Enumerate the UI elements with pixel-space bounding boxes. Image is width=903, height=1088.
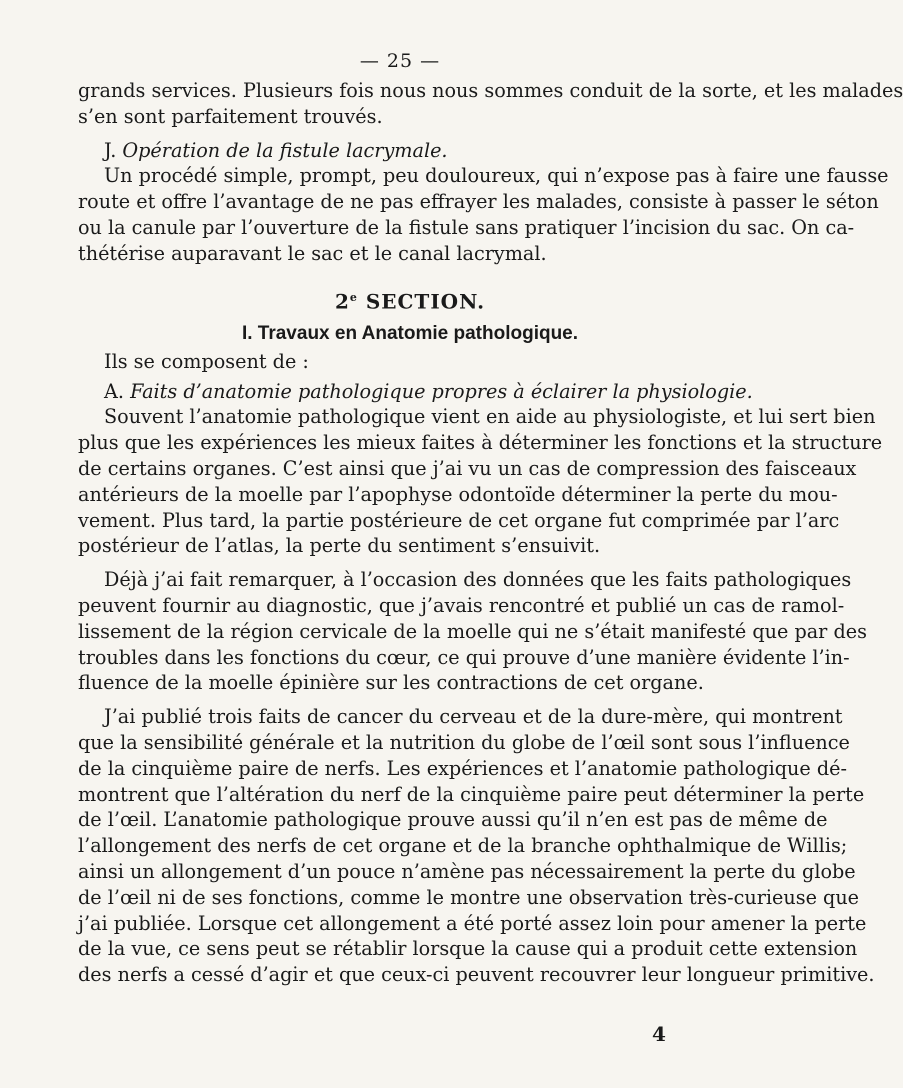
text-line: peuvent fournir au diagnostic, que j’avais rencontré et publié un cas de ramol- bbox=[78, 594, 845, 617]
text-line: de la vue, ce sens peut se rétablir lorsque la cause qui a produit cette extension bbox=[78, 937, 858, 961]
text-line: thétérise auparavant le sac et le canal lacrymal. bbox=[78, 241, 547, 265]
text-line: J’ai publié trois faits de cancer du cerveau et de la dure-mère, qui montrent bbox=[104, 705, 843, 729]
text-line: que la sensibilité générale et la nutrition du globe de l’œil sont sous l’influence bbox=[78, 730, 850, 754]
text-line: l’allongement des nerfs de cet organe et de la branche ophthalmique de Willis; bbox=[78, 834, 848, 858]
text-line: Ils se composent de : bbox=[104, 349, 309, 373]
text-line: antérieurs de la moelle par l’apophyse odontoïde déterminer la perte du mou- bbox=[78, 482, 838, 506]
text-line: troubles dans les fonctions du cœur, ce qui prouve d’une manière évidente l’in- bbox=[78, 645, 850, 669]
section-title: SECTION. bbox=[365, 289, 486, 314]
text-line: grands services. Plusieurs fois nous nous sommes conduit de la sorte, et les malades bbox=[78, 79, 903, 102]
section-j-title: Opération de la fistule lacrymale. bbox=[122, 138, 448, 162]
section-j-label: J. bbox=[104, 138, 117, 162]
text-line: fluence de la moelle épinière sur les contractions de cet organe. bbox=[78, 671, 704, 695]
text-line: postérieur de l’atlas, la perte du sentiment s’ensuivit. bbox=[78, 534, 601, 558]
text-line: j’ai publiée. Lorsque cet allongement a été porté assez loin pour amener la perte bbox=[78, 911, 867, 935]
signature-mark: 4 bbox=[652, 1022, 666, 1046]
text-line: des nerfs a cessé d’agir et que ceux-ci peuvent recouvrer leur longueur primitive. bbox=[78, 963, 875, 987]
text-line: s’en sont parfaitement trouvés. bbox=[78, 104, 383, 128]
section-a-title: Faits d’anatomie pathologique propres à éclairer la physiologie. bbox=[130, 379, 753, 403]
text-line: de l’œil. L’anatomie pathologique prouve aussi qu’il n’en est pas de même de bbox=[78, 808, 828, 832]
page-number: — 25 — bbox=[359, 50, 441, 72]
section-j-heading bbox=[78, 138, 742, 164]
section-number-superscript: e bbox=[349, 290, 358, 304]
text-line: vement. Plus tard, la partie postérieure de cet organe fut comprimée par l’arc bbox=[78, 508, 840, 532]
text-line: lissement de la région cervicale de la moelle qui ne s’était manifesté que par des bbox=[78, 619, 867, 643]
text-line: Un procédé simple, prompt, peu douloureux, qui n’expose pas à faire une fausse bbox=[104, 164, 889, 188]
text-line: de l’œil ni de ses fonctions, comme le montre une observation très-curieuse que bbox=[78, 885, 860, 909]
text-line: route et offre l’avantage de ne pas effrayer les malades, consiste à passer le séton bbox=[78, 190, 879, 214]
section-a-label: A. bbox=[104, 379, 124, 403]
text-line: Déjà j’ai fait remarquer, à l’occasion des données que les faits pathologiques bbox=[104, 568, 852, 592]
text-line: de certains organes. C’est ainsi que j’ai vu un cas de compression des faisceaux bbox=[78, 457, 857, 481]
section-number: 2 bbox=[334, 289, 350, 314]
subsection-heading: I. Travaux en Anatomie pathologique. bbox=[241, 323, 579, 345]
body-text bbox=[78, 78, 903, 988]
text-line: montrent que l’altération du nerf de la cinquième paire peut déterminer la perte bbox=[78, 782, 865, 806]
text-line: de la cinquième paire de nerfs. Les expériences et l’anatomie pathologique dé- bbox=[78, 756, 847, 780]
text-line: ainsi un allongement d’un pouce n’amène pas nécessairement la perte du globe bbox=[78, 859, 856, 883]
section-a-heading bbox=[78, 379, 753, 405]
text-line: plus que les expériences les mieux faites à déterminer les fonctions et la structure bbox=[78, 431, 883, 455]
text-line: Souvent l’anatomie pathologique vient en aide au physiologiste, et lui sert bien bbox=[104, 405, 876, 429]
text-line: ou la canule par l’ouverture de la fistule sans pratiquer l’incision du sac. On ca- bbox=[78, 215, 855, 239]
section-heading bbox=[78, 285, 742, 315]
